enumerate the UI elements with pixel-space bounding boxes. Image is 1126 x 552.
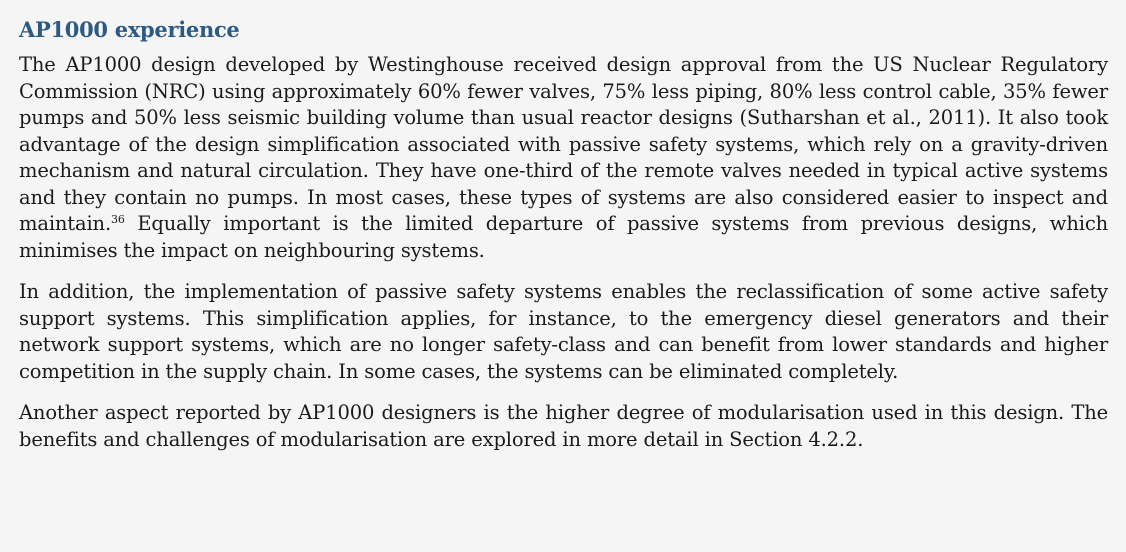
paragraph-1 bbox=[19, 52, 1108, 264]
footnote-reference[interactable]: 36 bbox=[111, 213, 125, 226]
paragraph-1-text-continued: Equally important is the limited departure of passive systems from previous designs, which minimises the impact on neighbouring systems. bbox=[19, 212, 1108, 262]
paragraph-2: In addition, the implementation of passive safety systems enables the reclassification of some active safety support systems. This simplification applies, for instance, to the emergency diesel generators and their network support systems, which are no longer safety-class and can benefit from lower standards and higher competition in the supply chain. In some cases, the systems can be eliminated completely. bbox=[19, 280, 1108, 383]
paragraph-3: Another aspect reported by AP1000 designers is the higher degree of modularisation used in this design. The benefits and challenges of modularisation are explored in more detail in Section 4.2.2. bbox=[19, 401, 1108, 451]
paragraph-1-text: The AP1000 design developed by Westinghouse received design approval from the US Nuclear Regulatory Commission (NRC) using approximately 60% fewer valves, 75% less piping, 80% less control cable, 35% fewer pumps and 50% less seismic building volume than usual reactor designs (Sutharshan et al., 2011). It also took advantage of the design simplification associated with passive safety systems, which rely on a gravity-driven mechanism and natural circulation. They have one-third of the remote valves needed in typical active systems and they contain no pumps. In most cases, these types of systems are also considered easier to inspect and maintain. bbox=[19, 53, 1108, 235]
section-heading: AP1000 experience bbox=[19, 17, 240, 42]
